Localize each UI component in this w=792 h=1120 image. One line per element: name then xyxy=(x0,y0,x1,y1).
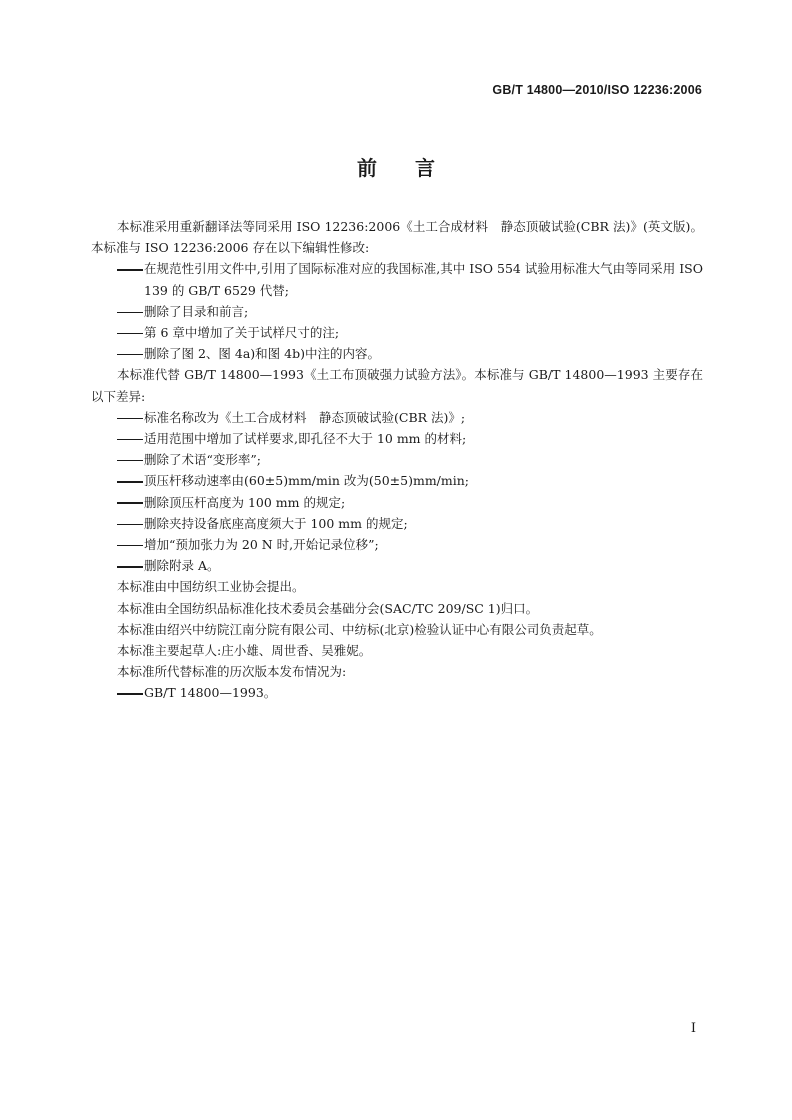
paragraph-text: 适用范围中增加了试样要求,即孔径不大于 10 mm 的材料; xyxy=(144,431,467,447)
list-item xyxy=(91,492,703,513)
paragraph-text: 本标准由全国纺织品标准化技术委员会基础分会(SAC/TC 209/SC 1)归口。 xyxy=(117,600,539,616)
paragraph-text: 顶压杆移动速率由(60±5)mm/min 改为(50±5)mm/min; xyxy=(144,473,469,489)
list-item xyxy=(91,449,703,470)
dash-mark xyxy=(117,418,143,420)
dash-mark xyxy=(117,545,143,547)
dash-mark xyxy=(117,312,143,314)
paragraph-text: 在规范性引用文件中,引用了国际标准对应的我国标准,其中 ISO 554 试验用标准大气由等同采用 ISO 139 的 GB/T 6529 代替; xyxy=(144,261,703,298)
dash-mark xyxy=(117,439,143,441)
paragraph-text: 本标准采用重新翻译法等同采用 ISO 12236:2006《土工合成材料 静态顶破试验(CBR 法)》(英文版)。本标准与 ISO 12236:2006 存在以下编辑性修改: xyxy=(91,219,703,256)
document-body xyxy=(91,216,703,704)
paragraph-text: GB/T 14800—1993。 xyxy=(144,685,277,701)
paragraph-text: 删除夹持设备底座高度须大于 100 mm 的规定; xyxy=(144,515,408,531)
list-item xyxy=(91,470,703,491)
paragraph-text: 删除了术语“变形率”; xyxy=(144,452,261,468)
page-title: 前言 xyxy=(357,156,473,180)
dash-mark xyxy=(117,460,143,462)
dash-mark xyxy=(117,502,143,504)
paragraph-text: 本标准由中国纺织工业协会提出。 xyxy=(117,579,305,595)
list-item xyxy=(91,301,703,322)
paragraph-text: 删除顶压杆高度为 100 mm 的规定; xyxy=(144,494,346,510)
paragraph-text: 本标准所代替标准的历次版本发布情况为: xyxy=(117,664,347,680)
paragraph-text: 本标准由绍兴中纺院江南分院有限公司、中纺标(北京)检验认证中心有限公司负责起草。 xyxy=(117,621,602,637)
list-item xyxy=(91,258,703,300)
dash-mark xyxy=(117,566,143,568)
list-item xyxy=(91,428,703,449)
dash-mark xyxy=(117,333,143,335)
paragraph xyxy=(91,598,703,619)
paragraph xyxy=(91,640,703,661)
list-item xyxy=(91,555,703,576)
paragraph xyxy=(91,619,703,640)
paragraph xyxy=(91,576,703,597)
paragraph-text: 本标准代替 GB/T 14800—1993《土工布顶破强力试验方法》。本标准与 GB/T 14800—1993 主要存在以下差异: xyxy=(91,367,703,404)
paragraph-text: 删除了目录和前言; xyxy=(144,303,249,319)
list-item xyxy=(91,534,703,555)
page-number: I xyxy=(690,1021,696,1036)
list-item xyxy=(91,322,703,343)
paragraph xyxy=(91,216,703,258)
list-item xyxy=(91,407,703,428)
paragraph-text: 删除附录 A。 xyxy=(144,558,220,574)
paragraph-text: 增加“预加张力为 20 N 时,开始记录位移”; xyxy=(144,537,379,553)
paragraph-text: 第 6 章中增加了关于试样尺寸的注; xyxy=(144,325,340,341)
paragraph-text: 本标准主要起草人:庄小雄、周世香、吴雅妮。 xyxy=(117,643,372,659)
list-item xyxy=(91,343,703,364)
dash-mark xyxy=(117,481,143,483)
paragraph xyxy=(91,364,703,406)
paragraph-text: 标准名称改为《土工合成材料 静态顶破试验(CBR 法)》; xyxy=(144,409,466,425)
paragraph xyxy=(91,661,703,682)
list-item xyxy=(91,513,703,534)
list-item xyxy=(91,682,703,703)
standard-code: GB/T 14800—2010/ISO 12236:2006 xyxy=(492,83,702,97)
dash-mark xyxy=(117,693,143,695)
dash-mark xyxy=(117,269,143,271)
paragraph-text: 删除了图 2、图 4a)和图 4b)中注的内容。 xyxy=(144,346,380,362)
dash-mark xyxy=(117,524,143,526)
dash-mark xyxy=(117,354,143,356)
